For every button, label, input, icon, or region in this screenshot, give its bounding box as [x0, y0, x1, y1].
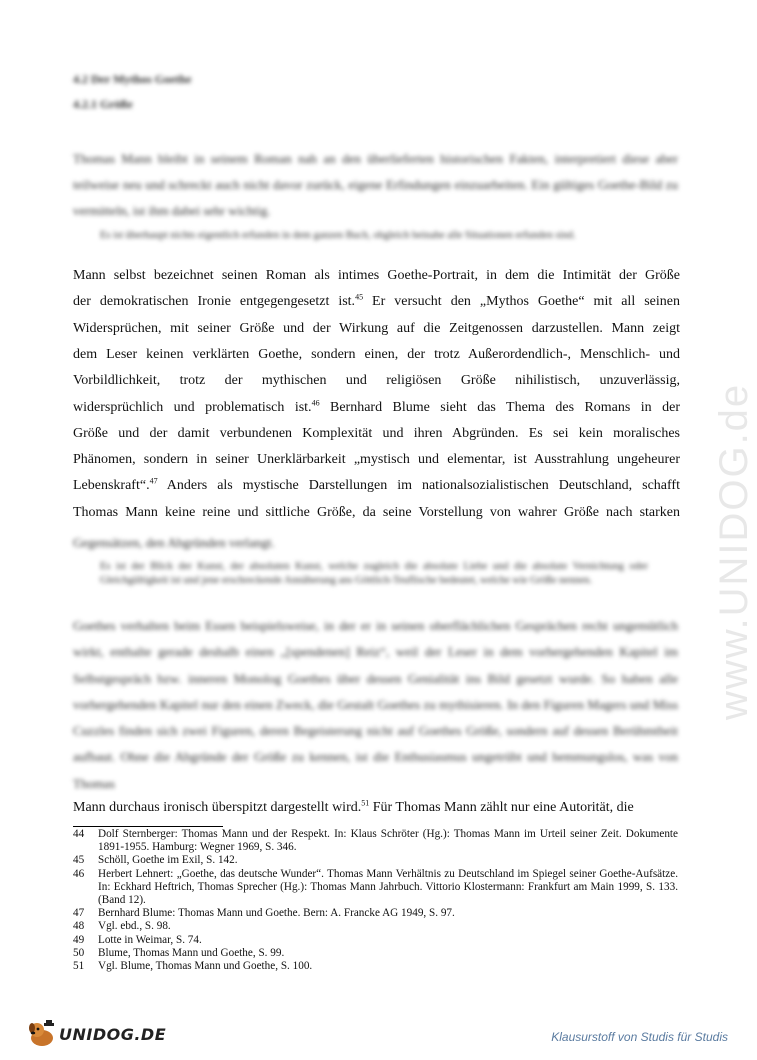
footnote-text: Lotte in Weimar, S. 74. [98, 933, 202, 946]
footnote-item [73, 934, 678, 947]
footnote-number: 46 [73, 867, 85, 880]
line-text: Widersprüchen, mit seiner Größe und der Wirkung auf die Zeitgenossen darzustellen. Mann zeigt [73, 320, 680, 336]
section-heading: 4.2 Der Mythos Goethe [73, 72, 192, 86]
footnote-text: Herbert Lehnert: „Goethe, das deutsche Wunder“. Thomas Mann Verhältnis zu Deutschland im Spiegel seiner Goethe-Aufsätze. In: Eckhard Heftrich, Thomas Sprecher (Hg.): Thomas Mann Jahrbuch. Vittorio Klostermann: Frankfurt am Main 1999, S. 133. (Band 12). [98, 867, 678, 907]
footnote-item [73, 868, 678, 908]
line-text: Phänomen, sondern in seiner Unerklärbarkeit „mystisch und elementar, ist Ausstrahlung ungeheurer [73, 452, 680, 468]
footnote-item [73, 907, 678, 920]
text-line [73, 268, 680, 284]
footnote-number: 47 [73, 907, 85, 920]
footnote-number: 49 [73, 933, 85, 946]
footnote-text: Blume, Thomas Mann und Goethe, S. 99. [98, 946, 285, 959]
footnote-ref-51[interactable]: 51 [361, 798, 370, 808]
footnote-separator [73, 826, 223, 827]
footnote-text: Vgl. Blume, Thomas Mann und Goethe, S. 100. [98, 960, 313, 973]
footnote-text: Dolf Sternberger: Thomas Mann und der Respekt. In: Klaus Schröter (Hg.): Thomas Mann im Urteil seiner Zeit. Dokumente 1891-1955. Hamburg: Wegner 1969, S. 346. [98, 828, 678, 854]
text-line [73, 478, 680, 494]
line-text: Mann selbst bezeichnet seinen Roman als intimes Goethe-Portrait, in dem die Intimität der Größe [73, 268, 680, 283]
footnote-number: 50 [73, 946, 85, 959]
subsection-heading: 4.2.1 Größe [73, 97, 133, 111]
line-text: Größe und der damit verbundenen Komplexität und ihren Abgründen. Es sei kein moralisches [73, 425, 680, 441]
unidog-logo[interactable] [27, 1020, 166, 1048]
text-line [73, 373, 680, 389]
last-line-after: Für Thomas Mann zählt nur eine Autorität, die [369, 800, 634, 815]
footnote-ref[interactable]: 47 [149, 476, 158, 486]
footnote-number: 44 [73, 828, 85, 840]
footnote-number: 51 [73, 960, 85, 973]
blurred-block-quote-1: Es ist überhaupt nichts eigentlich erfunden in dem ganzen Buch, obgleich beinahe alle Situationen erfunden sind. [100, 230, 576, 241]
blurred-block-quote-2: Es ist der Blick der Kunst, der absoluten Kunst, welche zugleich die absolute Liebe und die absolute Vernichtung oder Gleichgültigkeit ist und jene erschreckende Annäherung ans Göttlich-Teuflische bedeutet, welche wie Größe nennen. [100, 561, 648, 586]
footnote-text: Bernhard Blume: Thomas Mann und Goethe. Bern: A. Francke AG 1949, S. 97. [98, 907, 455, 920]
footnote-item [73, 947, 678, 960]
text-line [73, 294, 680, 310]
last-line-text: Mann durchaus ironisch überspitzt dargestellt wird. [73, 800, 362, 815]
footnotes [73, 828, 678, 973]
line-text-after: Bernhard Blume sieht das Thema des Romans in der [319, 399, 680, 415]
dog-logo-icon [27, 1020, 57, 1048]
line-text: Vorbildlichkeit, trotz der mythischen und religiösen Größe nihilistisch, unzuverlässig, [73, 373, 680, 389]
footnote-ref[interactable]: 46 [311, 397, 320, 407]
line-text: dem Leser keinen verklärten Goethe, sondern einen, der trotz Außerordendlich-, Menschlich- und [73, 346, 680, 362]
blurred-continuation: Gegensätzen, den Abgründen verlangt. [73, 535, 275, 550]
line-text: Lebenskraft“. [73, 478, 150, 494]
text-line [73, 397, 680, 416]
blurred-intro-paragraph: Thomas Mann bleibt in seinem Roman nah an den überlieferten historischen Fakten, interpretiert diese aber teilweise neu und schreckt auch nicht davor zurück, eigene Erfindungen einzuarbeiten. Ein gültiges Goethe-Bild zu vermitteln, ist ihm dabei sehr wichtig. [73, 151, 678, 218]
text-line [73, 321, 680, 337]
line-text-after: Er versucht den „Mythos Goethe“ mit all seinen [363, 294, 680, 310]
footnote-item [73, 960, 678, 973]
footnote-number: 48 [73, 920, 85, 933]
text-line [73, 347, 680, 363]
footnote-ref[interactable]: 45 [355, 292, 364, 302]
footnote-text: Schöll, Goethe im Exil, S. 142. [98, 854, 238, 867]
last-clear-line [73, 800, 680, 816]
footer-tagline: Klausurstoff von Studis für Studis [551, 1030, 728, 1044]
text-line [73, 505, 680, 521]
line-text-after: Anders als mystische Darstellungen im nationalsozialistischen Deutschland, schafft [157, 478, 680, 494]
blurred-paragraph-2: Goethes verhalten beim Essen beispielsweise, in der er in seinen oberflächlichen Gesprächen recht ungemütlich wirkt, enthalte gerade deshalb einen „[spendenen] Reiz“, weil der Leser in dem vorhergehenden Kapitel im Selbstgespräch bzw. inneren Monolog Goethes über dessen Genialität ins Bild gesetzt wurde. So haben alle vorhergehenden Kapitel nur den einen Zweck, die Gestalt Goethes zu mythisieren. In den Figuren Magers und Miss Cuzzles finden sich zwei Figuren, deren Begeisterung nicht auf Goethes Größe, sondern auf dessen Berühmtheit aufbaut. Ohne die Abgründe der Größe zu kennen, ist die Enthusiasmus ungetrübt und hemmungslos, was von Thomas [73, 618, 678, 791]
line-text: der demokratischen Ironie entgegengesetzt ist. [73, 294, 356, 310]
line-text: Thomas Mann keine reine und sittliche Größe, da seine Vorstellung von wahrer Größe nach starken [73, 504, 680, 520]
text-line [73, 452, 680, 468]
footnote-text: Vgl. ebd., S. 98. [98, 920, 171, 933]
footnote-item [73, 828, 678, 854]
line-text: widersprüchlich und problematisch ist. [73, 399, 312, 415]
watermark: www.UNIDOG.de [712, 382, 756, 720]
footnote-item [73, 854, 678, 867]
text-line [73, 426, 680, 442]
footnote-number: 45 [73, 854, 85, 867]
footnote-item [73, 920, 678, 933]
logo-text: UNIDOG.DE [59, 1024, 167, 1044]
